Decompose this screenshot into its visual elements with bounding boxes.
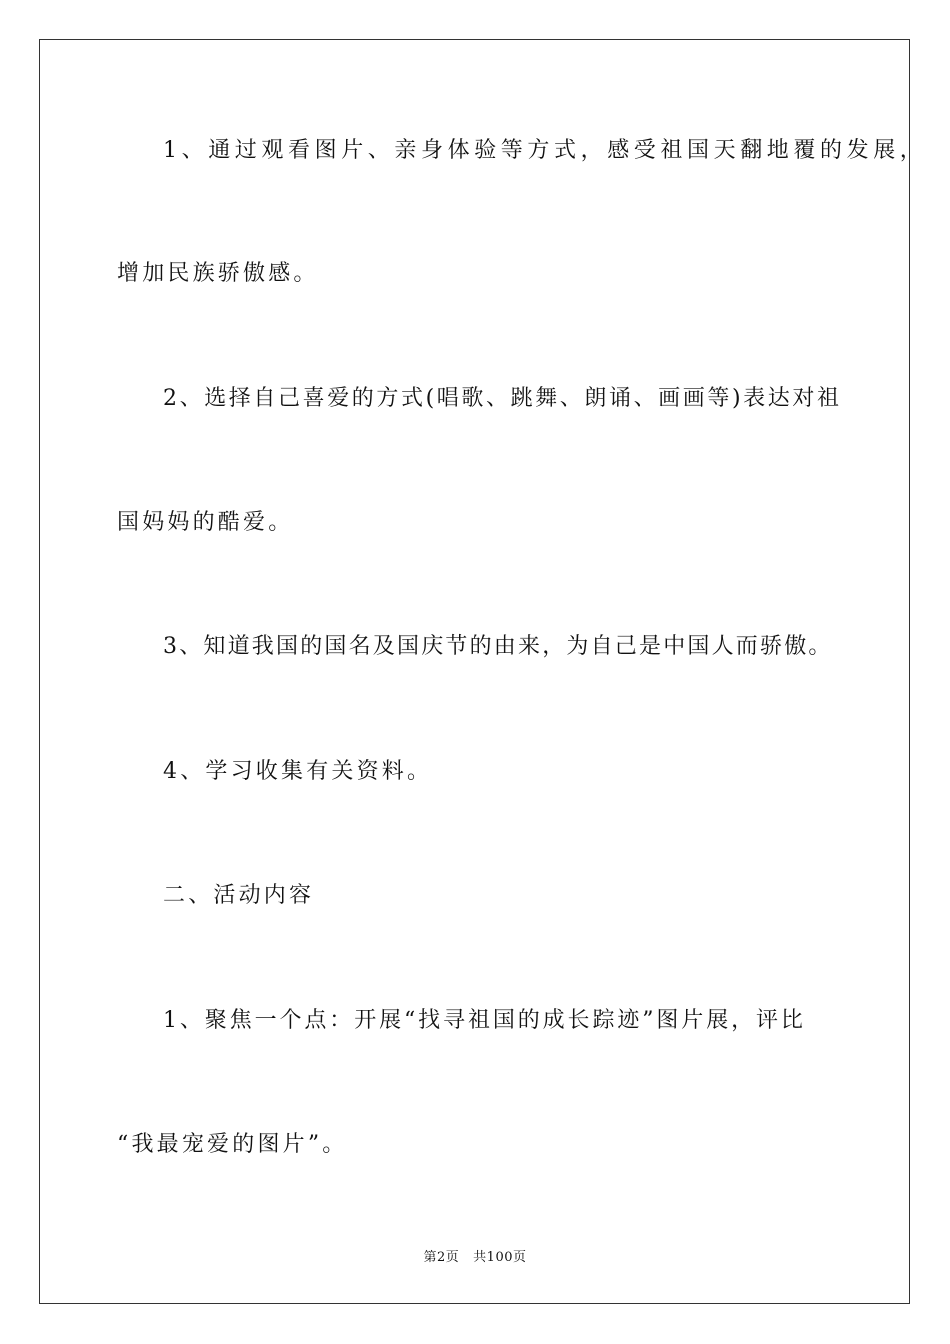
section-heading: 二、活动内容 [163,883,315,908]
page-total: 共100页 [473,1250,527,1265]
activity-1-line-1: 1、聚焦一个点：开展“找寻祖国的成长踪迹”图片展，评比 [163,1008,806,1033]
page-number: 第2页 [423,1250,460,1265]
objective-1-line-2: 增加民族骄傲感。 [117,261,319,286]
page-footer [0,1246,950,1265]
objective-3: 3、知道我国的国名及国庆节的由来，为自己是中国人而骄傲。 [163,634,833,659]
objective-1-line-1: 1、通过观看图片、亲身体验等方式，感受祖国天翻地覆的发展， [163,138,927,163]
objective-2-line-2: 国妈妈的酷爱。 [117,510,294,535]
objective-2-line-1: 2、选择自己喜爱的方式(唱歌、跳舞、朗诵、画画等)表达对祖 [163,386,842,411]
objective-4: 4、学习收集有关资料。 [163,759,433,784]
activity-1-line-2: “我最宠爱的图片”。 [117,1132,348,1157]
page-frame [39,39,910,1304]
